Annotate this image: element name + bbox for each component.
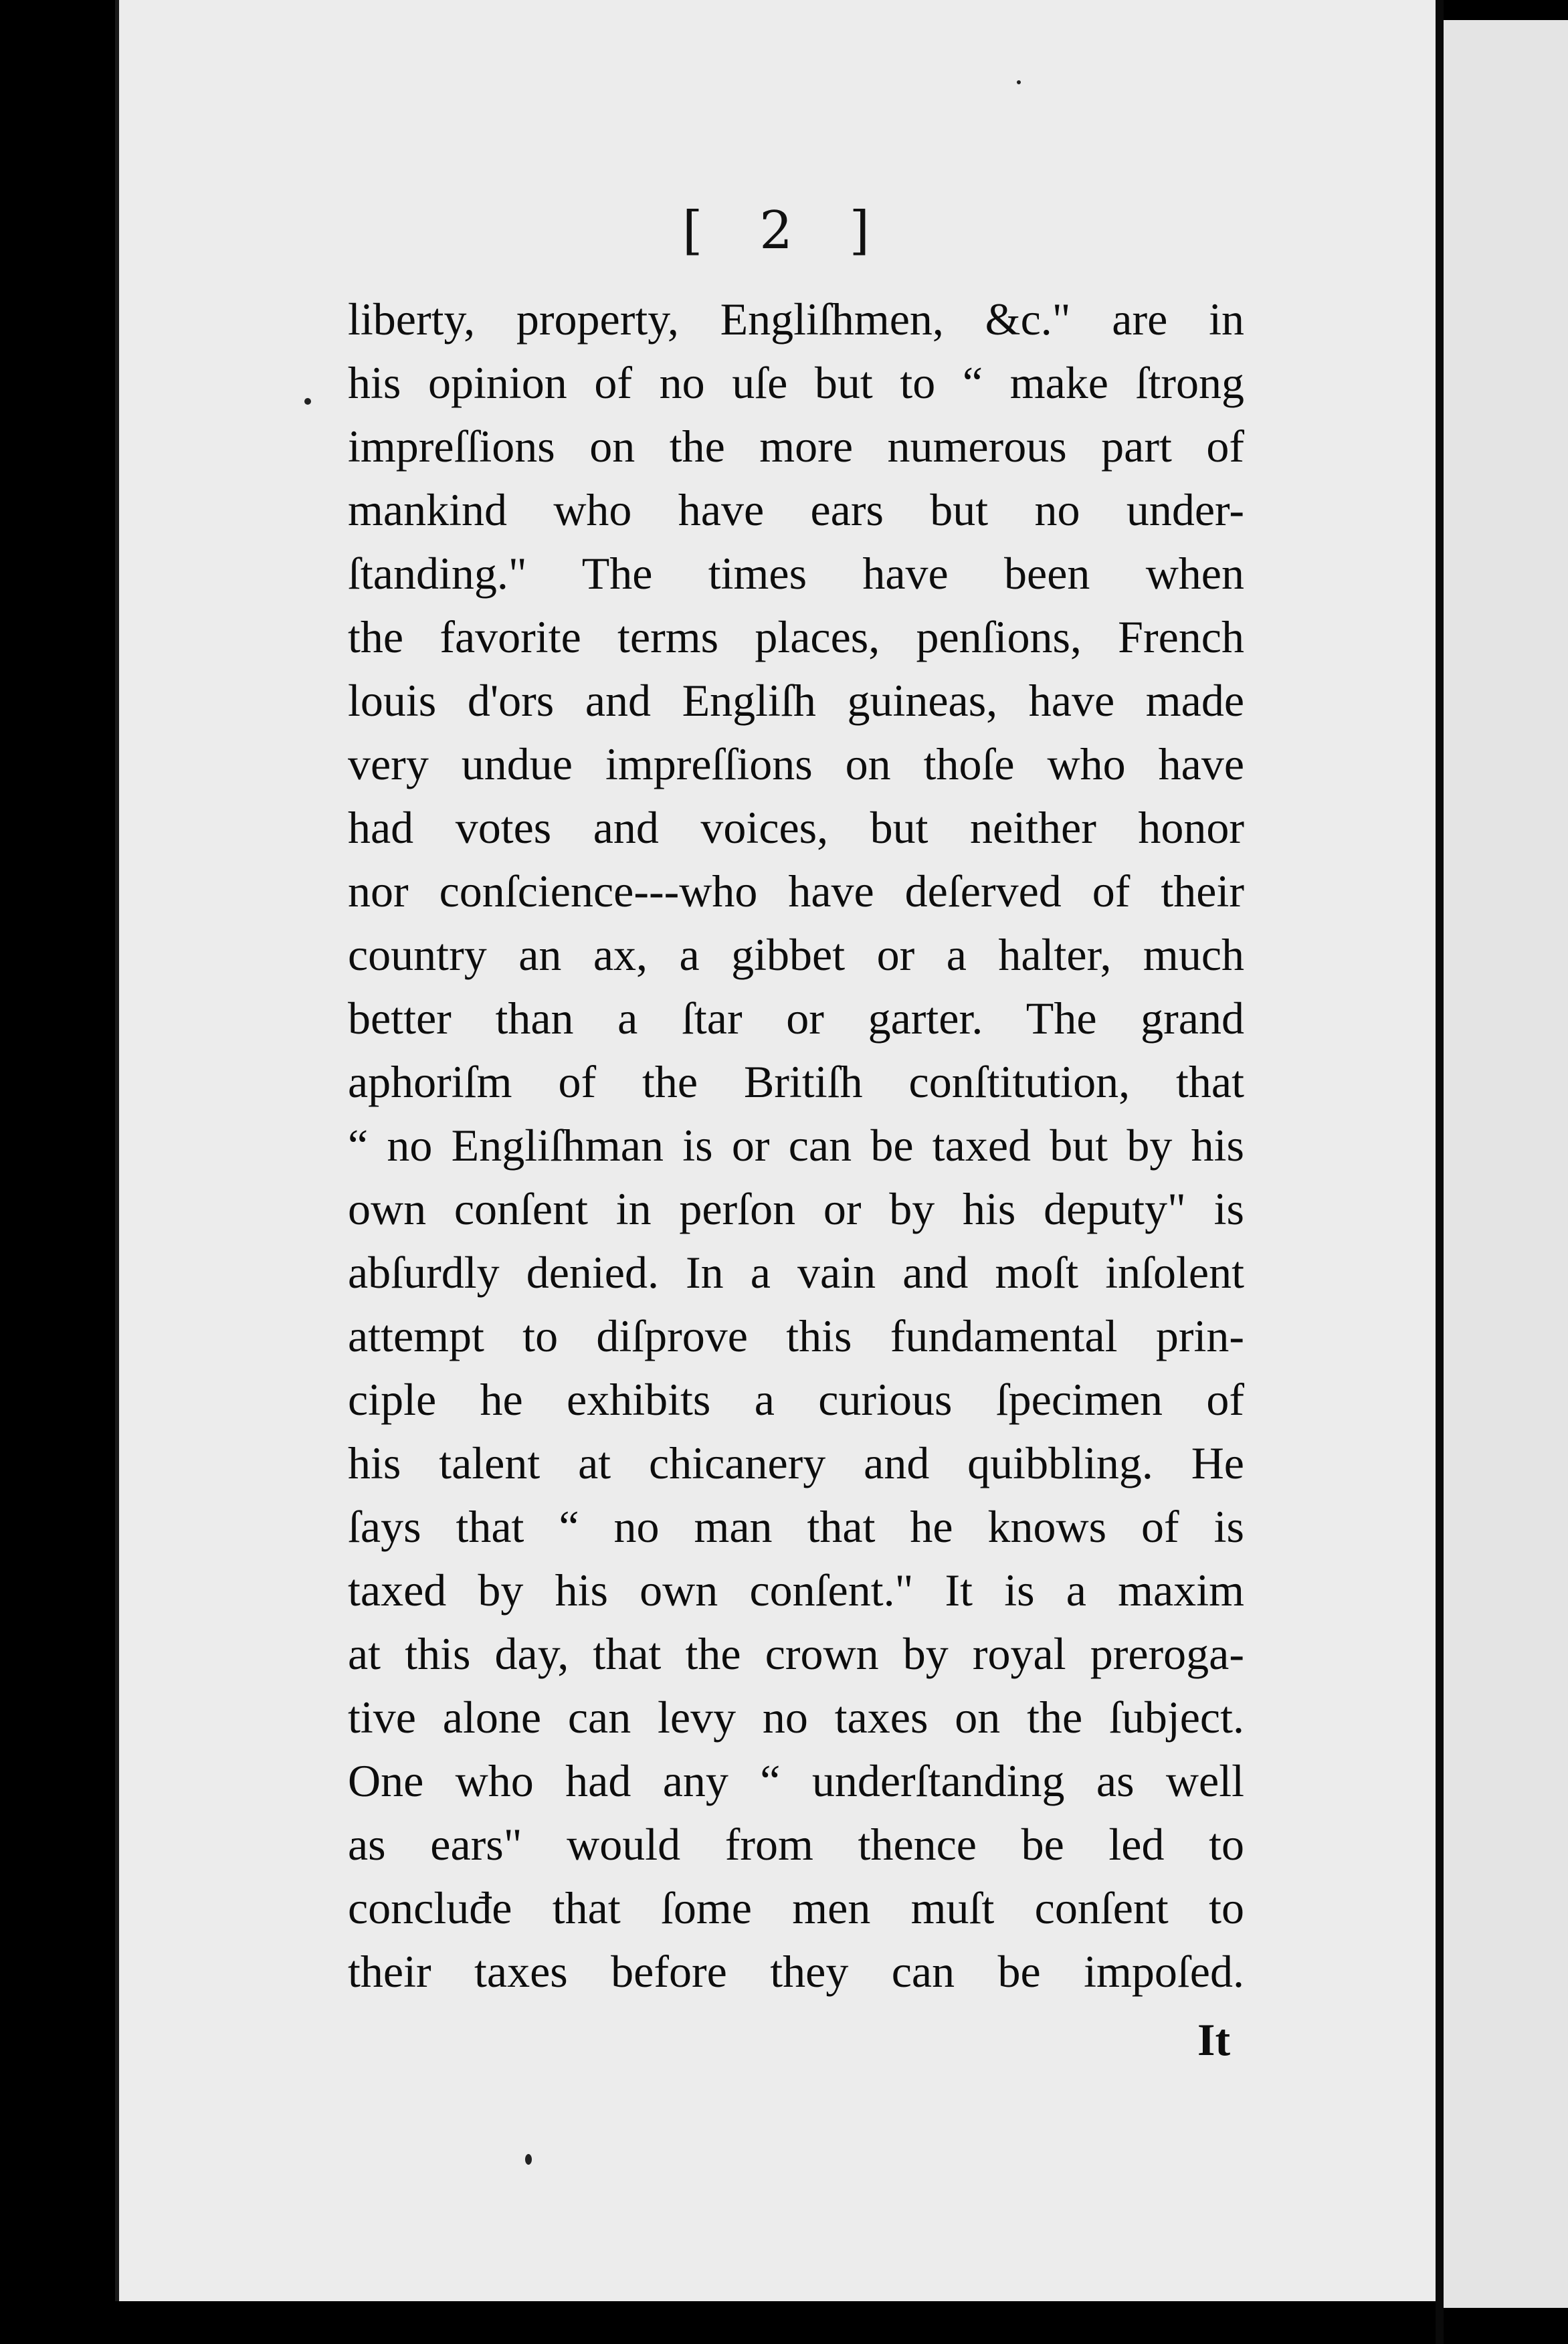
text-line: One who had any “ underſtanding as well <box>348 1755 1244 1806</box>
text-line: liberty, property, Engliſhmen, &c." are in <box>348 294 1244 345</box>
facing-page-edge <box>1444 20 1568 2308</box>
text-line: ſtanding." The times have been when <box>348 548 1244 599</box>
ink-speck <box>304 398 311 405</box>
text-line: the favorite terms places, penſions, French <box>348 611 1244 662</box>
text-line: their taxes before they can be impoſed. <box>348 1946 1244 1997</box>
text-line: very undue impreſſions on thoſe who have <box>348 739 1244 789</box>
text-line: tive alone can levy no taxes on the ſubject. <box>348 1692 1244 1743</box>
text-line: his opinion of no uſe but to “ make ſtrong <box>348 357 1244 408</box>
text-line: attempt to diſprove this fundamental prin- <box>348 1310 1244 1361</box>
text-line: country an ax, a gibbet or a halter, much <box>348 929 1244 980</box>
text-line: taxed by his own conſent." It is a maxim <box>348 1565 1244 1616</box>
text-line: ciple he exhibits a curious ſpecimen of <box>348 1374 1244 1425</box>
text-line: better than a ſtar or garter. The grand <box>348 993 1244 1044</box>
text-line: had votes and voices, but neither honor <box>348 802 1244 853</box>
text-line: concluđe that ſome men muſt conſent to <box>348 1882 1244 1933</box>
text-line: as ears" would from thence be led to <box>348 1819 1244 1870</box>
ink-speck <box>525 2154 532 2165</box>
page-number: [ 2 ] <box>682 201 890 261</box>
catchword: It <box>1197 2014 1231 2065</box>
text-line: “ no Engliſhman is or can be taxed but by his <box>348 1120 1244 1171</box>
text-line: abſurdly denied. In a vain and moſt inſolent <box>348 1247 1244 1298</box>
ink-speck <box>1017 80 1021 84</box>
text-line: aphoriſm of the Britiſh conſtitution, that <box>348 1056 1244 1107</box>
text-line: ſays that “ no man that he knows of is <box>348 1501 1244 1552</box>
text-line: impreſſions on the more numerous part of <box>348 421 1244 472</box>
text-line: at this day, that the crown by royal preroga- <box>348 1628 1244 1679</box>
text-line: nor conſcience---who have deſerved of their <box>348 866 1244 916</box>
body-text <box>348 288 1244 2004</box>
text-line: his talent at chicanery and quibbling. He <box>348 1438 1244 1488</box>
text-line: louis d'ors and Engliſh guineas, have made <box>348 675 1244 726</box>
text-line: own conſent in perſon or by his deputy" is <box>348 1183 1244 1234</box>
text-line: mankind who have ears but no under- <box>348 484 1244 535</box>
page-gutter <box>1436 0 1444 2344</box>
